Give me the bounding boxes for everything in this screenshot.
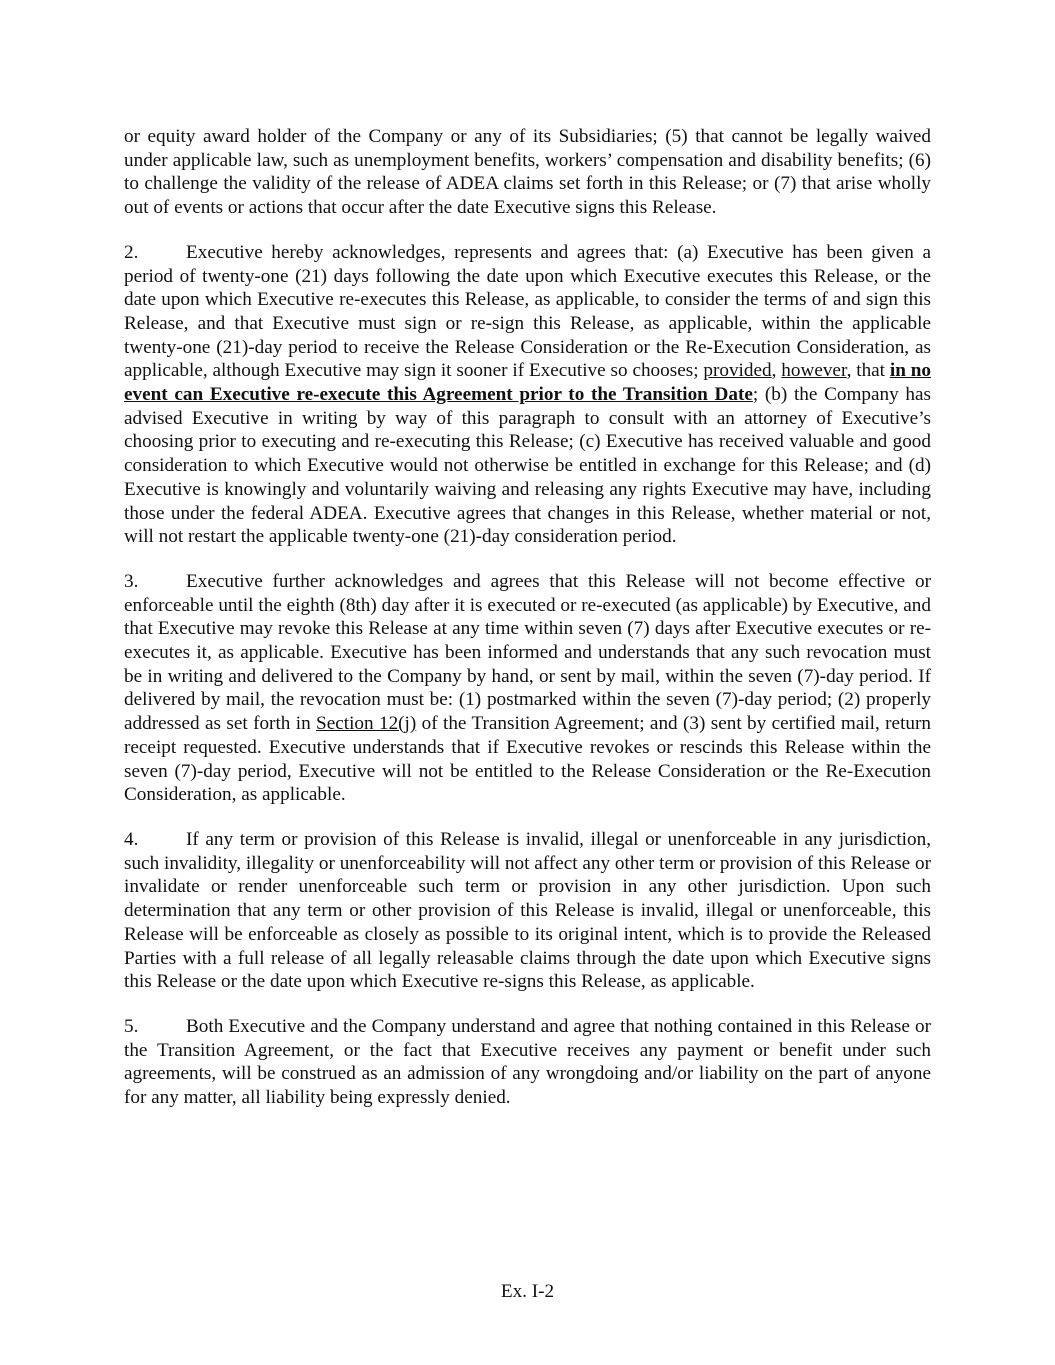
- paragraph-continuation: [124, 125, 931, 220]
- underlined-term-provided: provided: [703, 360, 772, 382]
- paragraph-number: 2.: [124, 241, 139, 263]
- paragraph-text: Both Executive and the Company understand and agree that nothing contained in this Release or the Transition Agreement, or the fact that Executive receives any payment or benefit under such agreements, will be construed as an admission of any wrongdoing and/or liability on the part of anyone for any matter, all liability being expressly denied.: [124, 1015, 931, 1109]
- paragraph-text: ,: [771, 360, 782, 382]
- paragraph-2: [124, 241, 931, 549]
- paragraph-text: Executive further acknowledges and agrees that this Release will not become effective or enforceable until the eighth (8th) day after it is executed or re-executed (as applicable) by Executive, and that Executive may revoke this Release at any time within seven (7) days after Executive executes or re-executes it, as applicable. Executive has been informed and understands that any such revocation must be in writing and delivered to the Company by hand, or sent by mail, within the seven (7)-day period. If delivered by mail, the revocation must be: (1) postmarked within the seven (7)-day period; (2) properly addressed as set forth in: [124, 570, 931, 735]
- paragraph-number: 4.: [124, 828, 139, 850]
- paragraph-text: ; (b) the Company has advised Executive in writing by way of this paragraph to consult with an attorney of Executive’s choosing prior to executing and re-executing this Release; (c) Executive has received valuable and good consideration to which Executive would not otherwise be entitled in exchange for this Release; and (d) Executive is knowingly and voluntarily waiving and releasing any rights Executive may have, including those under the federal ADEA. Executive agrees that changes in this Release, whether material or not, will not restart the applicable twenty-one (21)-day consideration period.: [124, 384, 931, 548]
- page-footer: [0, 1281, 1055, 1303]
- bold-underlined-clause: in no event can Executive re-execute this Agreement prior to the Transition Date: [124, 360, 932, 406]
- paragraph-text: , that: [846, 360, 890, 382]
- paragraph-number: 3.: [124, 570, 139, 592]
- page-number-label: Ex. I-2: [500, 1281, 555, 1302]
- paragraph-text: Executive hereby acknowledges, represents and agrees that: (a) Executive has been given a period of twenty-one (21) days following the date upon which Executive executes this Release, or the date upon which Executive re-executes this Release, as applicable, to consider the terms of and sign this Release, and that Executive must sign or re-sign this Release, as applicable, within the applicable twenty-one (21)-day period to receive the Release Consideration or the Re-Execution Consideration, as applicable, although Executive may sign it sooner if Executive so chooses;: [124, 241, 931, 382]
- section-reference: Section 12(j): [316, 713, 417, 735]
- paragraph-text: or equity award holder of the Company or any of its Subsidiaries; (5) that cannot be legally waived under applicable law, such as unemployment benefits, workers’ compensation and disability benefits; (6) to challenge the validity of the release of ADEA claims set forth in this Release; or (7) that arise wholly out of events or actions that occur after the date Executive signs this Release.: [124, 126, 931, 219]
- paragraph-5: [124, 1015, 931, 1110]
- paragraph-4: [124, 828, 931, 994]
- underlined-term-however: however: [781, 360, 847, 382]
- paragraph-text: If any term or provision of this Release is invalid, illegal or unenforceable in any jurisdiction, such invalidity, illegality or unenforceability will not affect any other term or provision of this Release or invalidate or render unenforceable such term or provision in any other jurisdiction. Upon such determination that any term or other provision of this Release is invalid, illegal or unenforceable, this Release will be enforceable as closely as possible to its original intent, which is to provide the Released Parties with a full release of all legally releasable claims through the date upon which Executive signs this Release or the date upon which Executive re-signs this Release, as applicable.: [124, 828, 931, 993]
- paragraph-text: of the Transition Agreement; and (3) sent by certified mail, return receipt requested. Executive understands that if Executive revokes or rescinds this Release within the seven (7)-day period, Executive will not be entitled to the Release Consideration or the Re-Execution Consideration, as applicable.: [124, 713, 931, 806]
- paragraph-number: 5.: [124, 1015, 139, 1037]
- document-body: [124, 125, 931, 1131]
- paragraph-3: [124, 570, 931, 807]
